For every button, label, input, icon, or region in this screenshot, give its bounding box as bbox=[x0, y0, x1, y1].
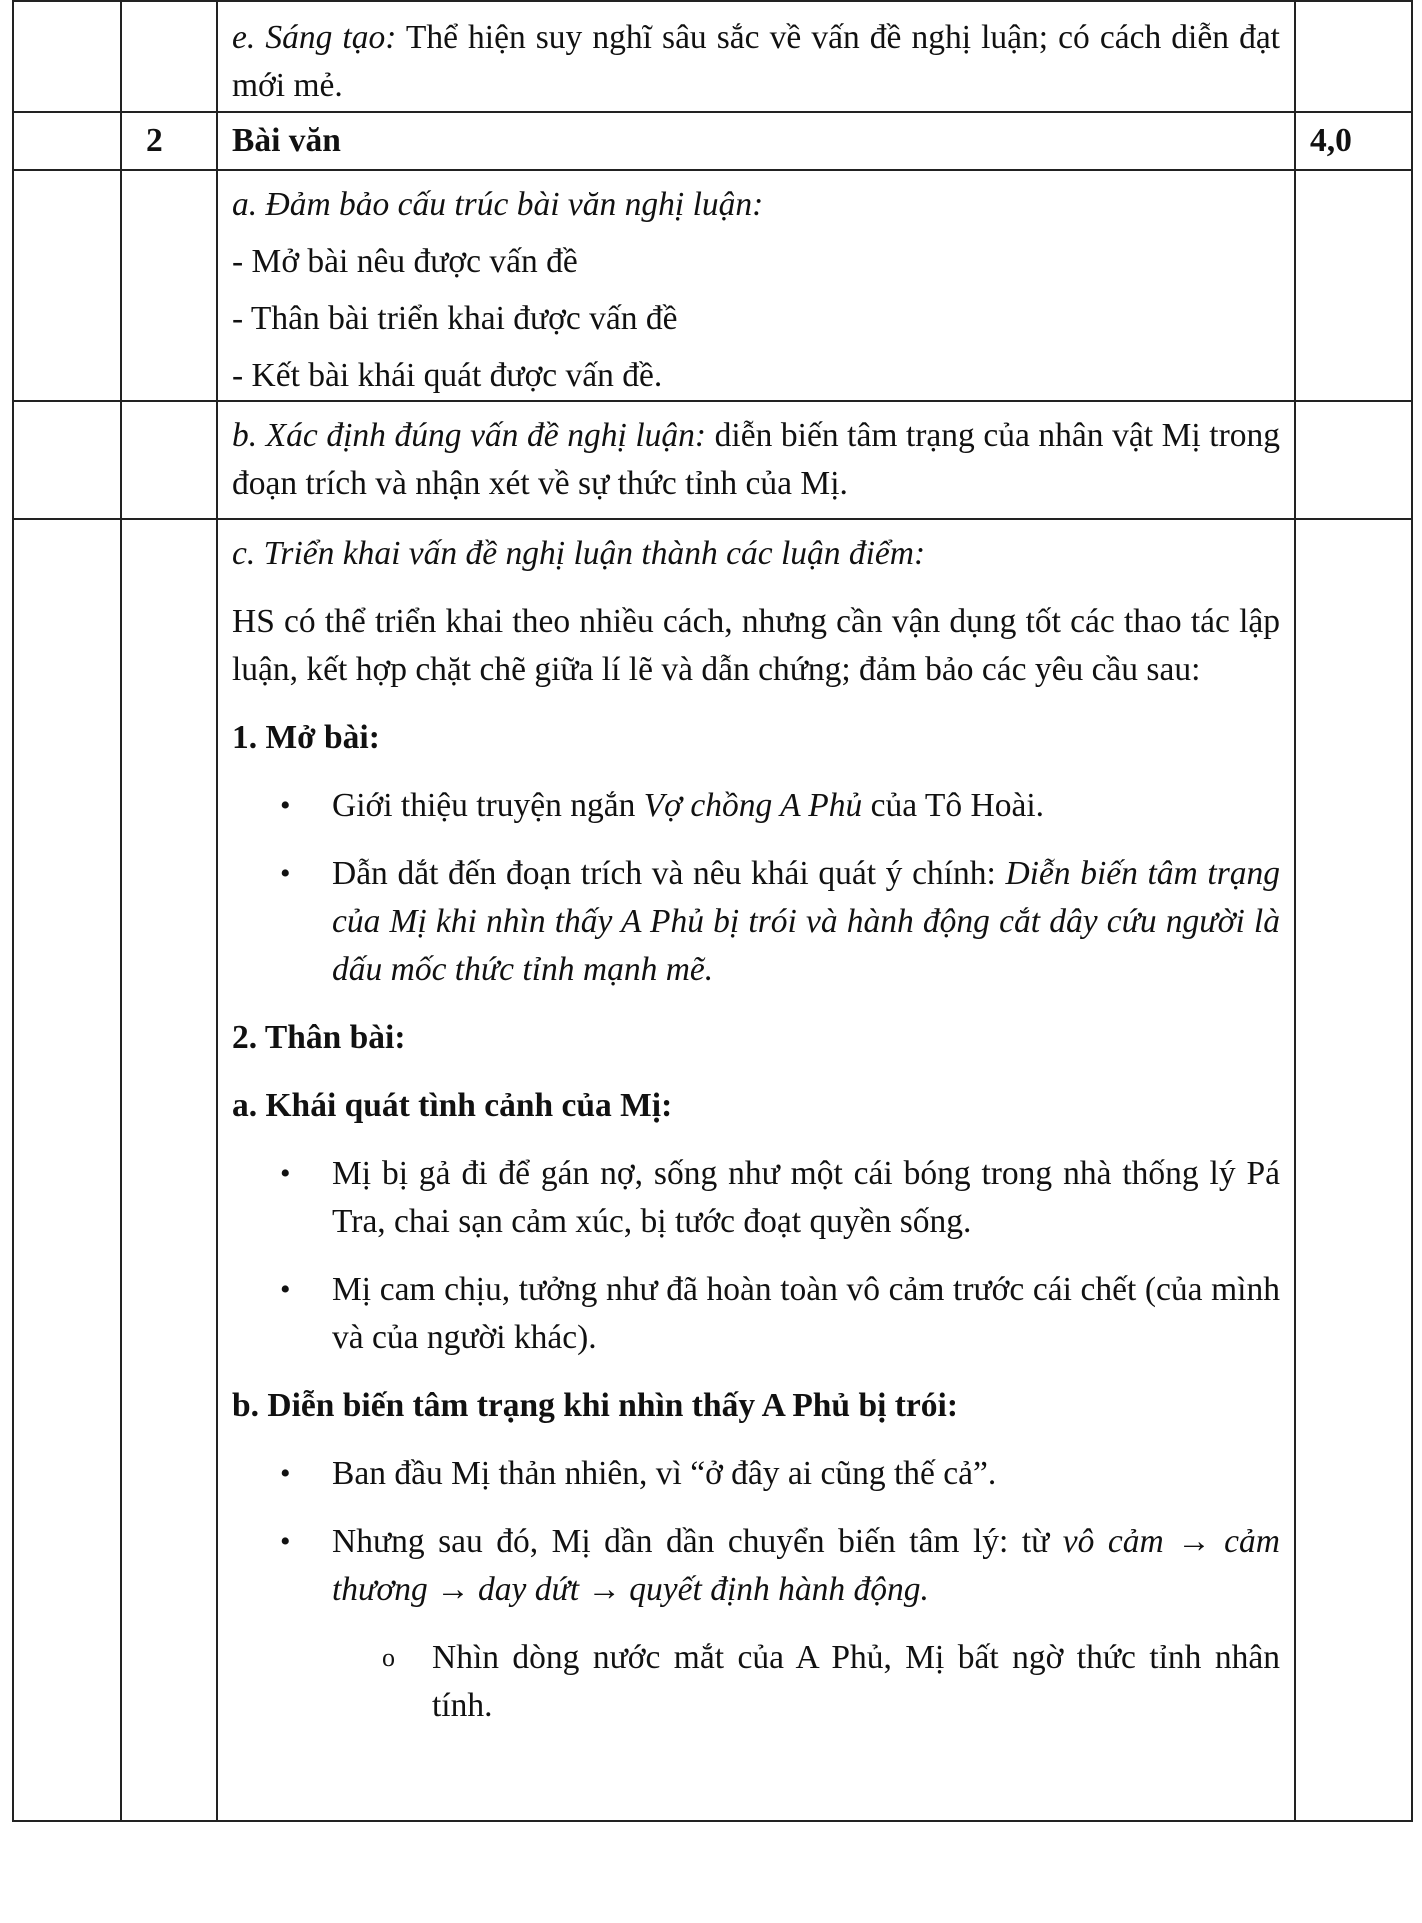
scoring-table bbox=[12, 0, 1413, 1822]
work-title: Vợ chồng A Phủ bbox=[643, 787, 863, 824]
table-row bbox=[13, 519, 1412, 1821]
section-number: 2 bbox=[121, 112, 217, 170]
list-item bbox=[232, 850, 1280, 994]
cell-number bbox=[121, 519, 217, 1821]
list-item bbox=[232, 1266, 1280, 1362]
table-row bbox=[13, 112, 1412, 170]
item-text: của Tô Hoài. bbox=[862, 787, 1044, 824]
table-row bbox=[13, 401, 1412, 519]
cell-part bbox=[13, 112, 121, 170]
criterion-label: c. Triển khai vấn đề nghị luận thành các luận điểm: bbox=[232, 535, 926, 572]
tinh-canh-list bbox=[232, 1150, 1280, 1362]
item-text: Mị bị gả đi để gán nợ, sống như một cái bóng trong nhà thống lý Pá Tra, chai sạn cảm xúc, bị tước đoạt quyền sống. bbox=[332, 1155, 1280, 1240]
criterion-label: b. Xác định đúng vấn đề nghị luận: bbox=[232, 417, 707, 454]
criterion-text: Thể hiện suy nghĩ sâu sắc về vấn đề nghị luận; có cách diễn đạt mới mẻ. bbox=[232, 19, 1280, 104]
cell-score bbox=[1295, 170, 1412, 401]
intro-text: HS có thể triển khai theo nhiều cách, nhưng cần vận dụng tốt các thao tác lập luận, kết hợp chặt chẽ giữa lí lẽ và dẫn chứng; đảm bảo các yêu cầu sau: bbox=[232, 603, 1280, 688]
list-item bbox=[232, 1450, 1280, 1498]
cell-number bbox=[121, 401, 217, 519]
item-text: Dẫn dắt đến đoạn trích và nêu khái quát ý chính: bbox=[332, 855, 1006, 892]
cell-score bbox=[1295, 519, 1412, 1821]
item-italic-text: Diễn biến tâm trạng của Mị khi nhìn thấy A Phủ bị trói và hành động cắt dây cứu người là dấu mốc thức tỉnh mạnh mẽ. bbox=[332, 855, 1280, 988]
dien-bien-list bbox=[232, 1450, 1280, 1730]
item-text: Ban đầu Mị thản nhiên, vì “ở đây ai cũng thế cả”. bbox=[332, 1455, 997, 1492]
cell-part bbox=[13, 519, 121, 1821]
cell-part bbox=[13, 170, 121, 401]
bullet-icon: • bbox=[280, 1457, 291, 1490]
criterion-label: e. Sáng tạo: bbox=[232, 19, 397, 56]
item-text: Giới thiệu truyện ngắn bbox=[332, 787, 644, 824]
criterion-label: a. Đảm bảo cấu trúc bài văn nghị luận: bbox=[232, 186, 764, 223]
bullet-icon: • bbox=[280, 1273, 291, 1306]
cell-part bbox=[13, 1, 121, 112]
table-row bbox=[13, 170, 1412, 401]
heading-mo-bai: 1. Mở bài: bbox=[232, 719, 380, 756]
structure-item: - Mở bài nêu được vấn đề bbox=[232, 243, 578, 280]
cell-number bbox=[121, 170, 217, 401]
cell-score bbox=[1295, 1, 1412, 112]
bullet-icon: • bbox=[280, 857, 291, 890]
mo-bai-list bbox=[232, 782, 1280, 994]
bullet-icon: • bbox=[280, 1525, 291, 1558]
criterion-text: diễn biến tâm trạng của nhân vật Mị trong đoạn trích và nhận xét về sự thức tỉnh của Mị. bbox=[232, 417, 1280, 502]
cell-content bbox=[217, 170, 1295, 401]
heading-than-bai: 2. Thân bài: bbox=[232, 1019, 406, 1056]
item-italic-text: vô cảm → cảm thương → day dứt → quyết định hành động. bbox=[332, 1523, 1280, 1608]
list-item bbox=[232, 1150, 1280, 1246]
cell-score bbox=[1295, 401, 1412, 519]
structure-item: - Kết bài khái quát được vấn đề. bbox=[232, 357, 663, 394]
list-item bbox=[232, 1518, 1280, 1614]
cell-number bbox=[121, 1, 217, 112]
list-item bbox=[232, 782, 1280, 830]
bullet-icon: • bbox=[280, 789, 291, 822]
section-title: Bài văn bbox=[217, 112, 1295, 170]
sub-list-item bbox=[232, 1634, 1280, 1730]
cell-content bbox=[217, 1, 1295, 112]
section-score: 4,0 bbox=[1295, 112, 1412, 170]
table-row bbox=[13, 1, 1412, 112]
cell-content bbox=[217, 519, 1295, 1821]
item-text: Nhưng sau đó, Mị dần dần chuyển biến tâm lý: từ bbox=[332, 1523, 1063, 1560]
structure-item: - Thân bài triển khai được vấn đề bbox=[232, 300, 678, 337]
heading-tinh-canh: a. Khái quát tình cảnh của Mị: bbox=[232, 1087, 673, 1124]
bullet-icon: • bbox=[280, 1157, 291, 1190]
item-text: Nhìn dòng nước mắt của A Phủ, Mị bất ngờ thức tỉnh nhân tính. bbox=[432, 1639, 1280, 1724]
cell-part bbox=[13, 401, 121, 519]
item-text: Mị cam chịu, tưởng như đã hoàn toàn vô cảm trước cái chết (của mình và của người khác). bbox=[332, 1271, 1280, 1356]
cell-content bbox=[217, 401, 1295, 519]
heading-dien-bien: b. Diễn biến tâm trạng khi nhìn thấy A Phủ bị trói: bbox=[232, 1387, 958, 1424]
circle-bullet-icon: o bbox=[382, 1643, 395, 1672]
